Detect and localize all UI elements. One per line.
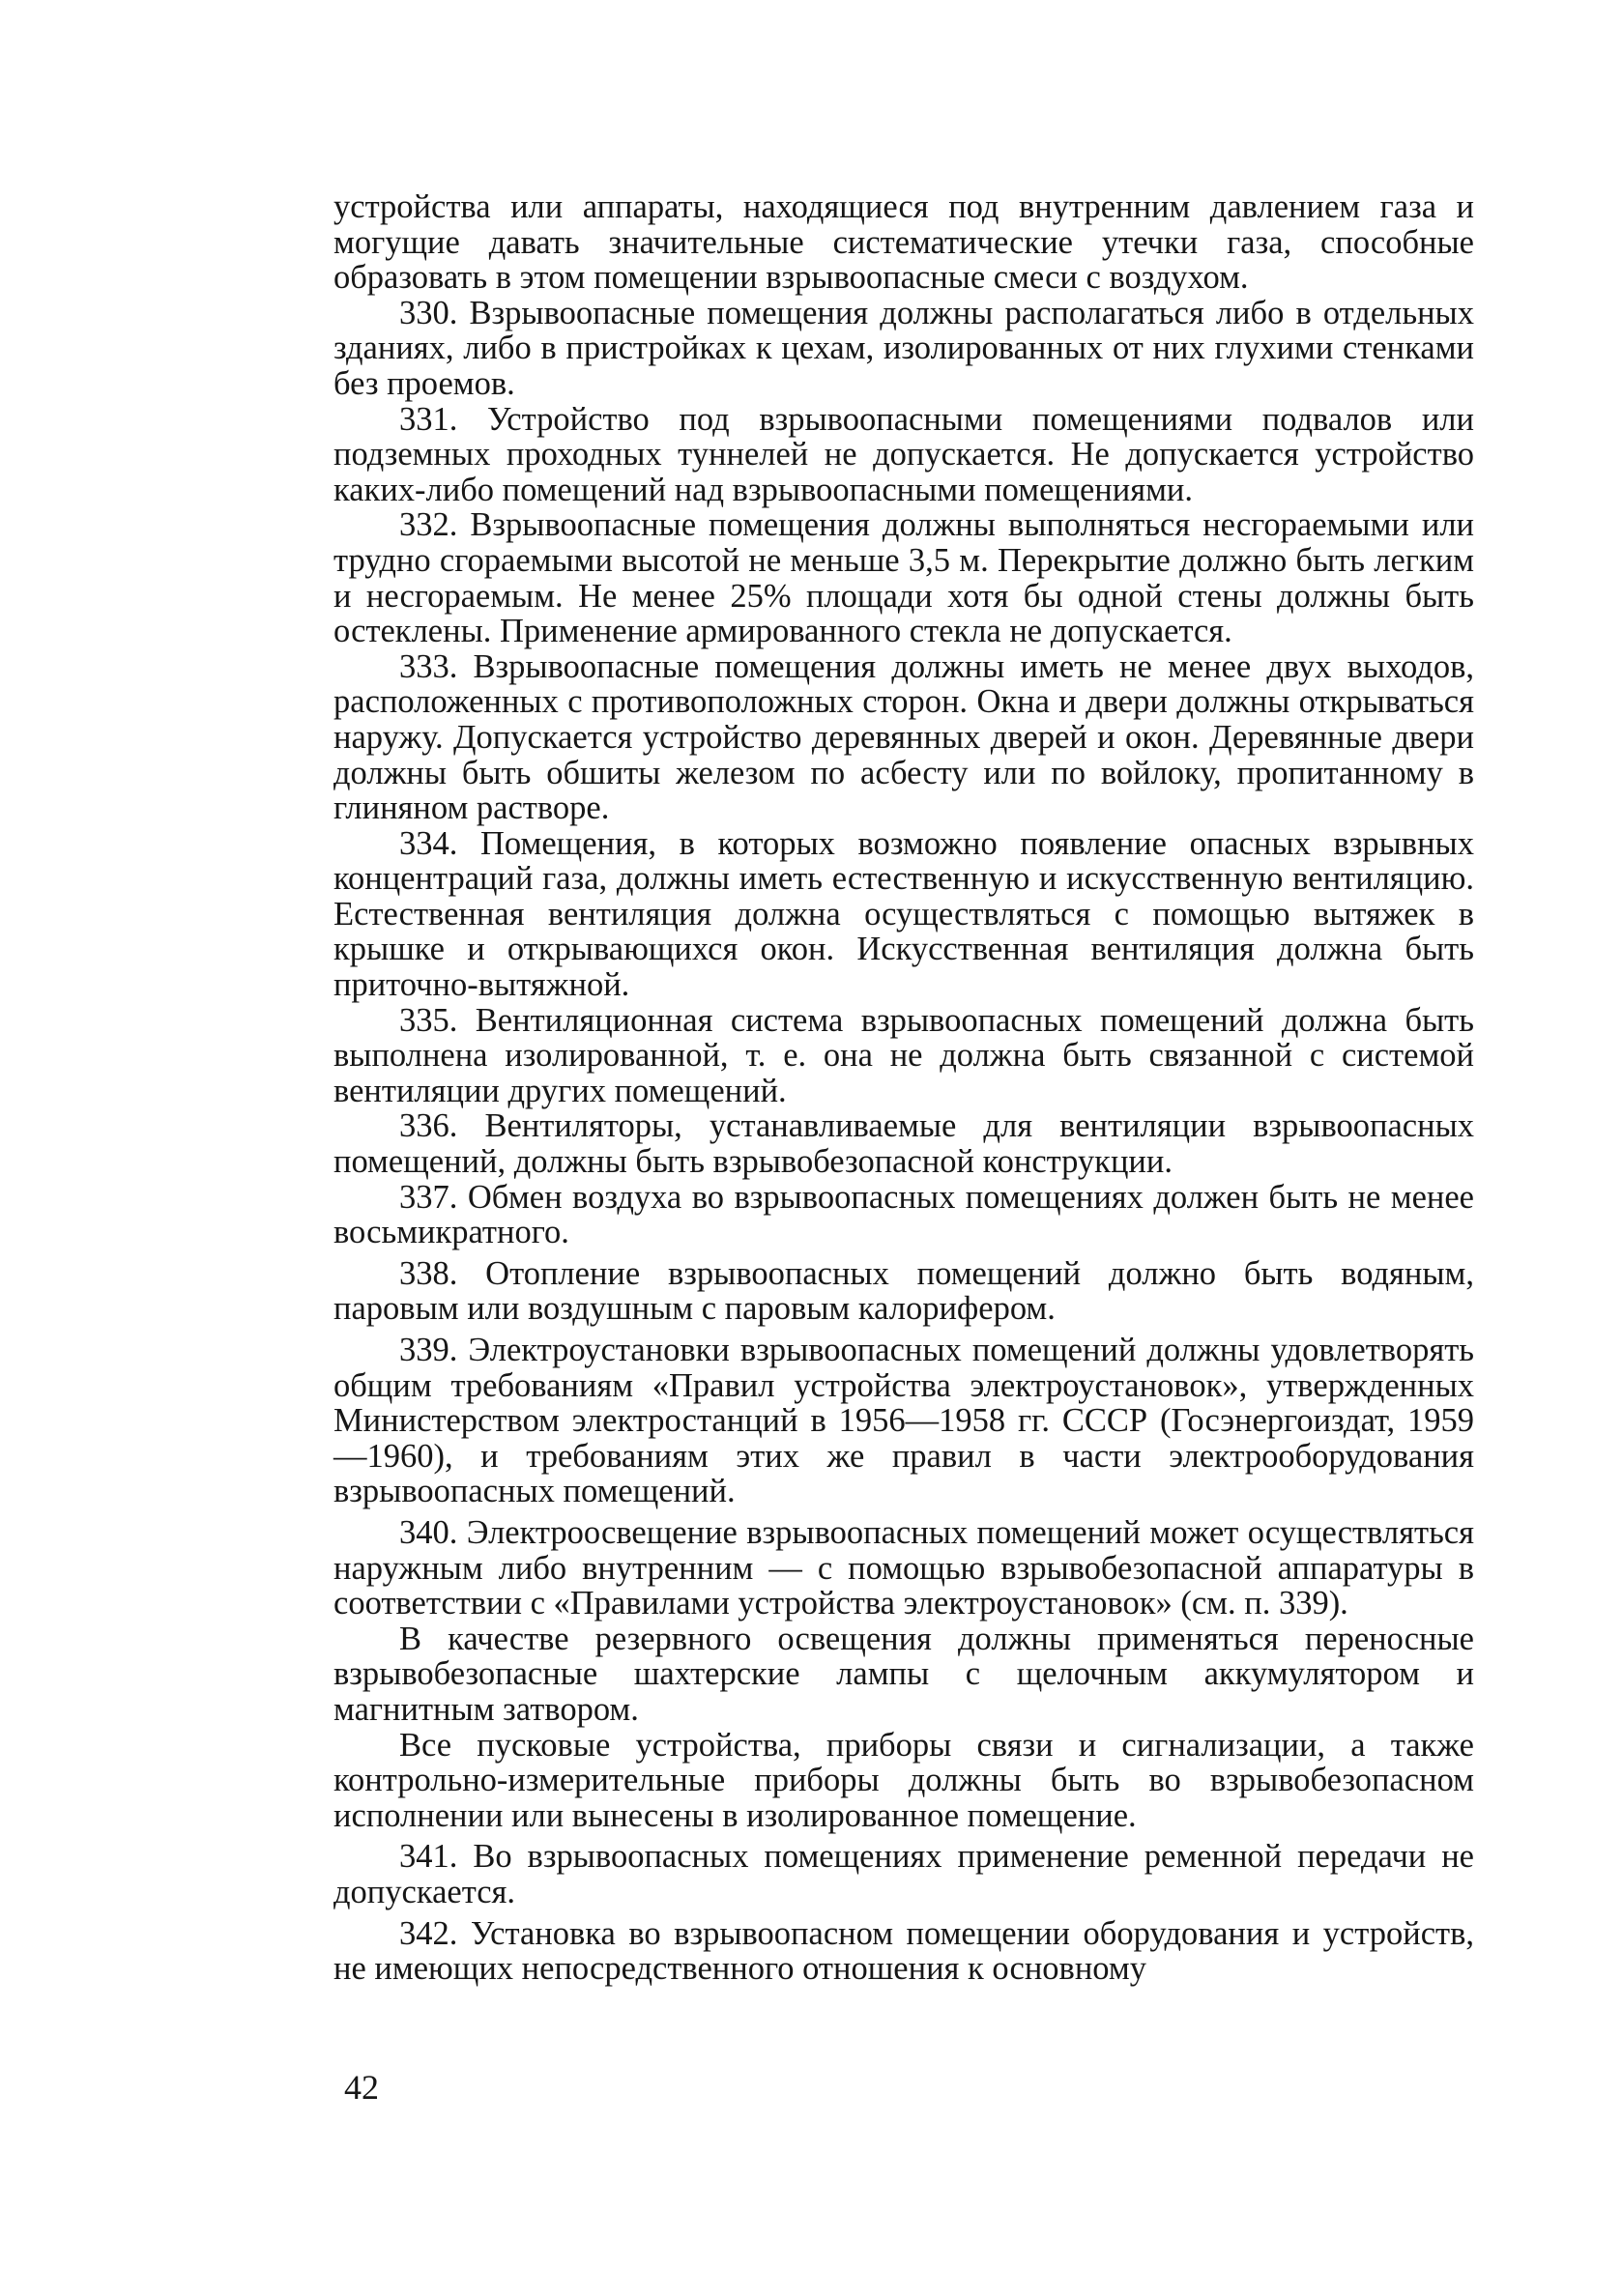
paragraph-337: 337. Обмен воздуха во взрывоопасных помещениях должен быть не менее восьмикратного. xyxy=(333,1178,1474,1251)
paragraph-338: 338. Отопление взрывоопасных помещений должно быть водяным, паровым или воздушным с паровым калорифером. xyxy=(333,1254,1474,1328)
paragraph-331: 331. Устройство под взрывоопасными помещениями подвалов или подземных проходных туннелей не допускается. Не допускается устройство каких-либо помещений над взрывоопасными помещениями. xyxy=(333,400,1474,508)
paragraph-341: 341. Во взрывоопасных помещениях применение ременной передачи не допускается. xyxy=(333,1838,1474,1910)
paragraph-342: 342. Установка во взрывоопасном помещении оборудования и устройств, не имеющих непосредственного отношения к основному xyxy=(333,1914,1474,1988)
paragraph-340: 340. Электроосвещение взрывоопасных помещений может осуществляться наружным либо внутренним — с помощью взрывобезопасной аппаратуры в соответствии с «Правилами устройства электроустановок» (см. п. 339). xyxy=(333,1513,1474,1622)
paragraph-continuation: устройства или аппараты, находящиеся под внутренним давлением газа и могущие давать значительные систематические утечки газа, способные образовать в этом помещении взрывоопасные смеси с воздухом. xyxy=(333,188,1474,297)
paragraph-332: 332. Взрывоопасные помещения должны выполняться несгораемыми или трудно сгораемыми высотой не меньше 3,5 м. Перекрытие должно быть легким и несгораемым. Не менее 25% площади хотя бы одной стены должны быть остеклены. Применение армированного стекла не допускается. xyxy=(333,506,1474,650)
paragraph-334: 334. Помещения, в которых возможно появление опасных взрывных концентраций газа, должны иметь естественную и искусственную вентиляцию. Естественная вентиляция должна осуществляться с помощью вытяжек в крышке и открывающихся окон. Искусственная вентиляция должна быть приточно-вытяжной. xyxy=(333,824,1474,1004)
paragraph-330: 330. Взрывоопасные помещения должны располагаться либо в отдельных зданиях, либо в пристройках к цехам, изолированных от них глухими стенками без проемов. xyxy=(333,294,1474,402)
paragraph-336: 336. Вентиляторы, устанавливаемые для вентиляции взрывоопасных помещений, должны быть взрывобезопасной конструкции. xyxy=(333,1107,1474,1181)
paragraph-333: 333. Взрывоопасные помещения должны иметь не менее двух выходов, расположенных с противоположных сторон. Окна и двери должны открываться наружу. Допускается устройство деревянных дверей и окон. Деревянные двери должны быть обшиты железом по асбесту или по войлоку, пропитанному в глиняном растворе. xyxy=(333,647,1474,827)
paragraph-339: 339. Электроустановки взрывоопасных помещений должны удовлетворять общим требованиям «Правил устройства электроустановок», утвержденных Министерством электростанций в 1956—1958 гг. СССР (Госэнергоиздат, 1959—1960), и требованиям этих же правил в части электрооборудования взрывоопасных помещений. xyxy=(333,1332,1474,1510)
page-number: 42 xyxy=(344,2068,379,2107)
paragraph-340-reserve-lighting: В качестве резервного освещения должны применяться переносные взрывобезопасные шахтерские лампы с щелочным аккумулятором и магнитным затвором. xyxy=(333,1620,1474,1728)
page-body xyxy=(333,189,1474,1987)
paragraph-340-devices: Все пусковые устройства, приборы связи и сигнализации, а также контрольно-измерительные приборы должны быть во взрывобезопасном исполнении или вынесены в изолированное помещение. xyxy=(333,1726,1474,1834)
paragraph-335: 335. Вентиляционная система взрывоопасных помещений должна быть выполнена изолированной, т. е. она не должна быть связанной с системой вентиляции других помещений. xyxy=(333,1001,1474,1109)
